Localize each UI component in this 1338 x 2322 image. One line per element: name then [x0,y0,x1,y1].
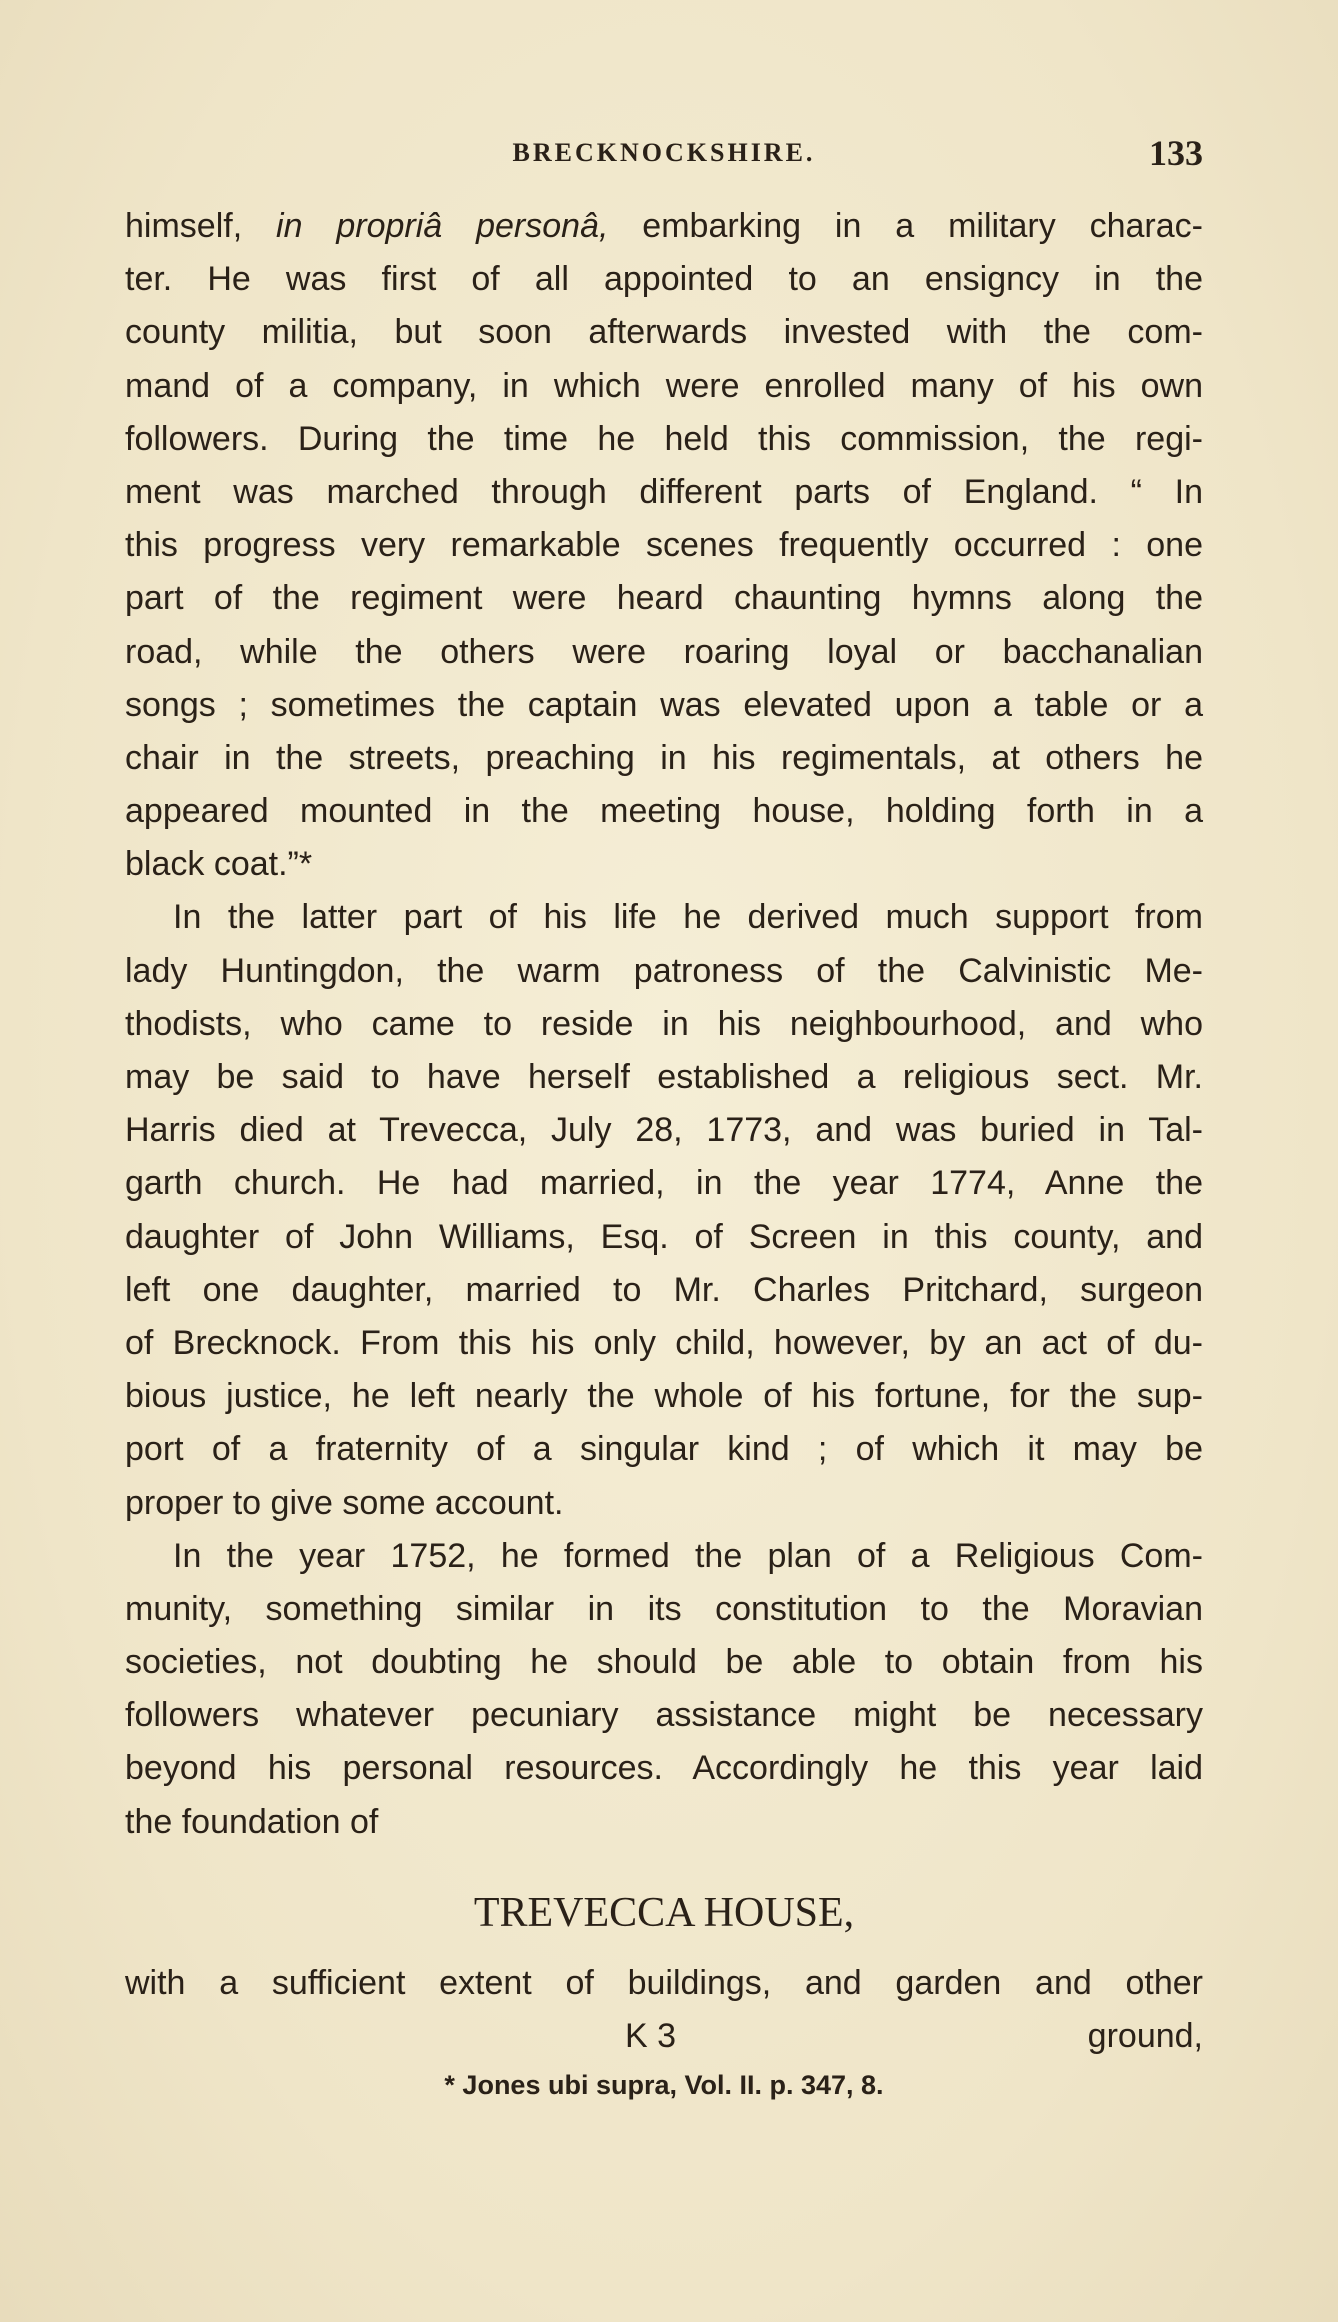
footnote: * Jones ubi supra, Vol. II. p. 347, 8. [444,2070,884,2101]
text-line: may be said to have herself established a religious sect. Mr. [125,1058,1203,1096]
text-line: county militia, but soon afterwards invested with the com- [125,313,1203,352]
text-line: the foundation of [125,1802,379,1841]
text-line: followers. During the time he held this commission, the regi- [125,419,1203,458]
text-line: bious justice, he left nearly the whole of his fortune, for the sup- [125,1377,1203,1416]
line-suffix: embarking in a military charac- [608,207,1203,245]
page-number: 133 [1149,133,1203,173]
page-header [125,128,1203,178]
text-line: road, while the others were roaring loyal or bacchanalian [125,632,1203,671]
signature-mark: K 3 [625,2017,677,2055]
text-line: ter. He was first of all appointed to an ensigncy in the [125,260,1203,299]
running-head: BRECKNOCKSHIRE. [512,138,816,167]
text-line: In the latter part of his life he derived much support from [173,898,1203,937]
signature-line [125,2010,1203,2063]
text-line: this progress very remarkable scenes frequently occurred : one [125,526,1203,565]
italic-phrase: in propriâ personâ, [276,207,609,245]
section-heading: TREVECCA HOUSE, [473,1889,855,1936]
text-line: beyond his personal resources. Accordingly he this year laid [125,1749,1203,1788]
text-line: chair in the streets, preaching in his regimentals, at others he [125,738,1203,777]
text-line: societies, not doubting he should be able to obtain from his [125,1643,1203,1682]
text-line: Harris died at Trevecca, July 28, 1773, and was buried in Tal- [125,1111,1203,1150]
text-line: munity, something similar in its constitution to the Moravian [125,1589,1203,1628]
text-line: songs ; sometimes the captain was elevated upon a table or a [125,685,1203,724]
text-line: mand of a company, in which were enrolled many of his own [125,366,1203,405]
catchword: ground, [1087,2017,1203,2055]
text-line: black coat.”* [125,845,313,884]
body-text [125,200,1203,2105]
text-line: lady Huntingdon, the warm patroness of the Calvinistic Me- [125,951,1203,990]
line-prefix: himself, [125,207,277,245]
text-line: of Brecknock. From this his only child, however, by an act of du- [125,1323,1203,1362]
text-line: proper to give some account. [125,1483,564,1522]
text-line: with a sufficient extent of buildings, and garden and other [125,1963,1203,2002]
text-line: daughter of John Williams, Esq. of Screen in this county, and [125,1217,1203,1256]
text-line: followers whatever pecuniary assistance might be necessary [125,1696,1203,1735]
text-line: part of the regiment were heard chaunting hymns along the [125,579,1203,618]
text-line: appeared mounted in the meeting house, holding forth in a [125,792,1203,831]
text-line: ment was marched through different parts of England. “ In [125,472,1203,511]
text-line: thodists, who came to reside in his neighbourhood, and who [125,1004,1203,1043]
text-line [125,200,1203,253]
text-line: garth church. He had married, in the year 1774, Anne the [125,1164,1203,1203]
text-line: In the year 1752, he formed the plan of a Religious Com- [173,1536,1203,1575]
text-line: left one daughter, married to Mr. Charles Pritchard, surgeon [125,1270,1203,1309]
text-line: port of a fraternity of a singular kind ; of which it may be [125,1430,1203,1469]
